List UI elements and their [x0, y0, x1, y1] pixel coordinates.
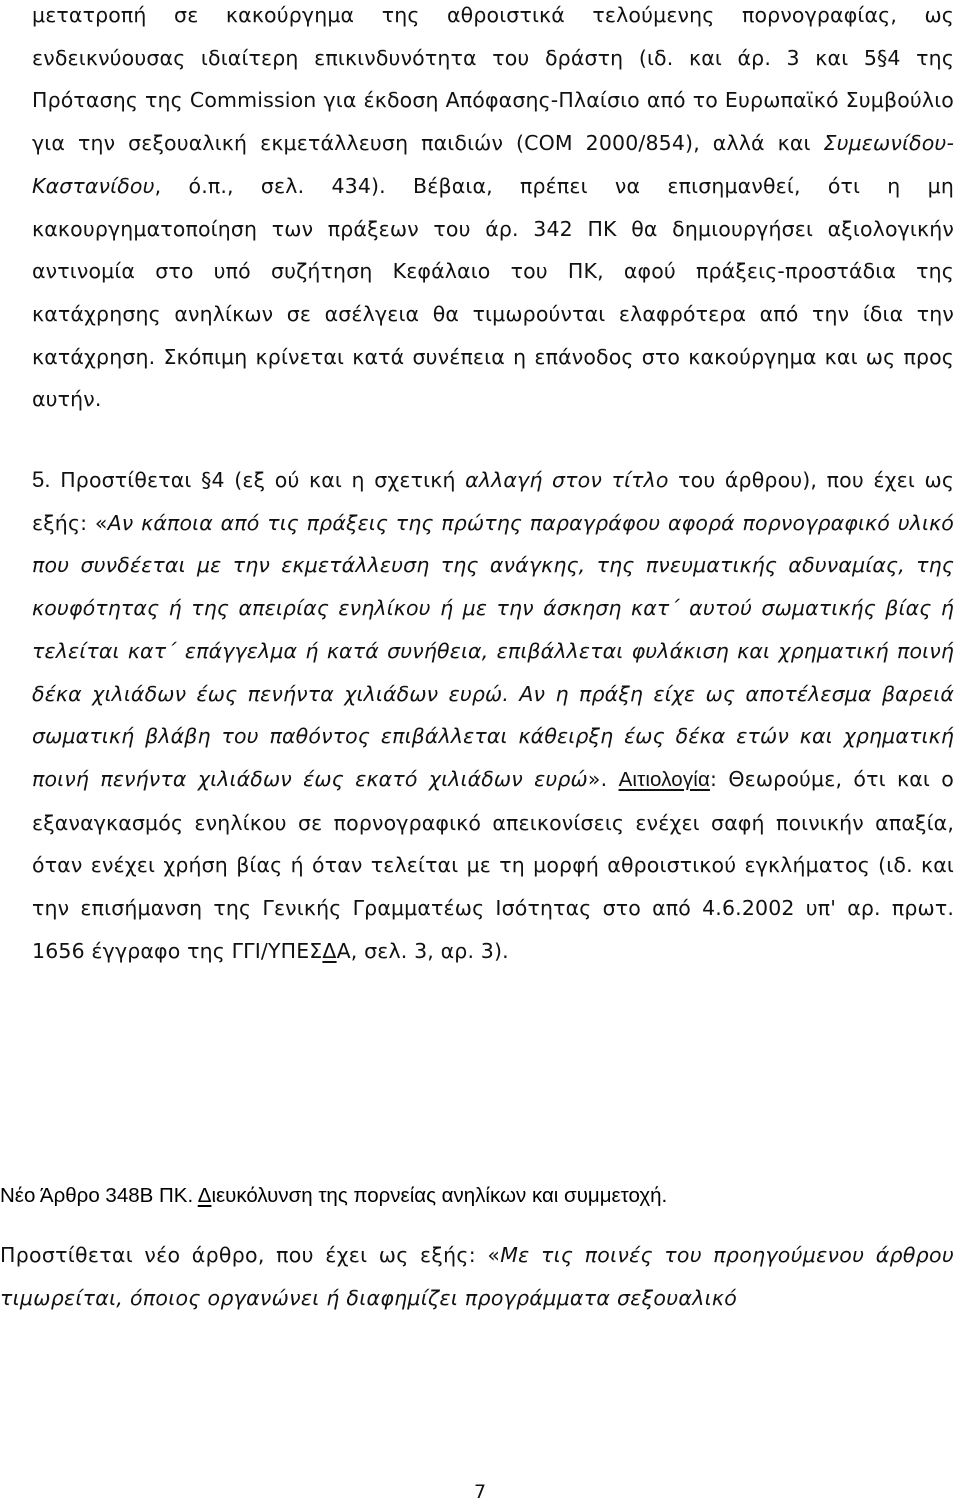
paragraph-continued	[32, 0, 954, 421]
text-run: Προστίθεται νέο άρθρο, που έχει ως εξής: «	[0, 1243, 501, 1267]
heading-part: Νέο Άρθρο 348Β ΠΚ.	[0, 1184, 198, 1207]
text-run: , ό.π., σελ. 434). Βέβαια, πρέπει να επισημανθεί, ότι η μη κακουργηματοποίηση των πράξεων του άρ. 342 ΠΚ θα δημιουργήσει αξιολογικήν αντινομία στο υπό συζήτηση Κεφάλαιο του ΠΚ, αφού πράξεις-προστάδια της κατάχρησης ανηλίκων σε ασέλγεια θα τιμωρούνται ελαφρότερα από την ίδια την κατάχρηση. Σκόπιμη κρίνεται κατά συνέπεια η επάνοδος στο κακούργημα και ως προς αυτήν.	[32, 173, 954, 412]
text-run: του άρθρου), που έχει ως εξής: «	[32, 468, 955, 535]
text-run: : Θεωρούμε, ότι και ο εξαναγκασμός ενηλίκου σε πορνογραφικό απεικονίσεις ενέχει σαφή ποινικήν απαξία, όταν ενέχει χρήση βίας ή όταν τελείται με τη μορφή αθροιστικού εγκλήματος (ιδ. και την επισήμανση της Γενικής Γραμματέως Ισότητας στο από 4.6.2002 υπ' αρ. πρωτ. 1656 έγγραφο της ΓΓΙ/ΥΠΕΣ	[32, 766, 954, 963]
text-run: Α, σελ. 3, αρ. 3).	[336, 938, 509, 963]
item-number: 5.	[32, 467, 51, 492]
article-heading	[0, 1175, 960, 1217]
proposed-text-italic: Με τις ποινές του προηγούμενου άρθρου τιμωρείται, όποιος οργανώνει ή διαφημίζει προγράμματα σεξουαλικό	[0, 1243, 954, 1310]
page-number: 7	[473, 1481, 487, 1503]
justification-label: Αιτιολογία	[618, 767, 710, 791]
heading-part: ιευκόλυνση της πορνείας ανηλίκων και συμμετοχή.	[211, 1184, 668, 1207]
underlined-letter: Δ	[322, 938, 337, 963]
author-name-italic: Συμεωνίδου-Καστανίδου	[32, 131, 954, 198]
paragraph-item-5	[32, 459, 954, 972]
text-run: μετατροπή σε κακούργημα της αθροιστικά τελούμενης πορνογραφίας, ως ενδεικνύουσας ιδιαίτερη επικινδυνότητα του δράστη (ιδ. και άρ. 3 και 5§4 της Πρότασης της Commission για έκδοση Απόφασης-Πλαίσιο από το Ευρωπαϊκό Συμβούλιο για την σεξουαλική εκμετάλλευση παιδιών (COM 2000/854), αλλά και	[32, 3, 954, 156]
emphasis-italic: αλλαγή στον τίτλο	[465, 468, 669, 492]
heading-underlined-letter: Δ	[197, 1184, 212, 1207]
proposed-text-italic: Αν κάποια από τις πράξεις της πρώτης παραγράφου αφορά πορνογραφικό υλικό που συνδέεται με την εκμετάλλευση της ανάγκης, της πνευματικής αδυναμίας, της κουφότητας ή της απειρίας ενηλίκου ή με την άσκηση κατ΄ αυτού σωματικής βίας ή τελείται κατ΄ επάγγελμα ή κατά συνήθεια, επιβάλλεται φυλάκιση και χρηματική ποινή δέκα χιλιάδων έως πενήντα χιλιάδων ευρώ. Αν η πράξη είχε ως αποτέλεσμα βαρειά σωματική βλάβη του παθόντος επιβάλλεται κάθειρξη έως δέκα ετών και χρηματική ποινή πενήντα χιλιάδων έως εκατό χιλιάδων ευρώ	[32, 510, 954, 791]
paragraph-new-article	[0, 1234, 954, 1319]
text-run: ».	[587, 766, 619, 791]
text-run: Προστίθεται §4 (εξ ού και η σχετική	[50, 468, 466, 492]
